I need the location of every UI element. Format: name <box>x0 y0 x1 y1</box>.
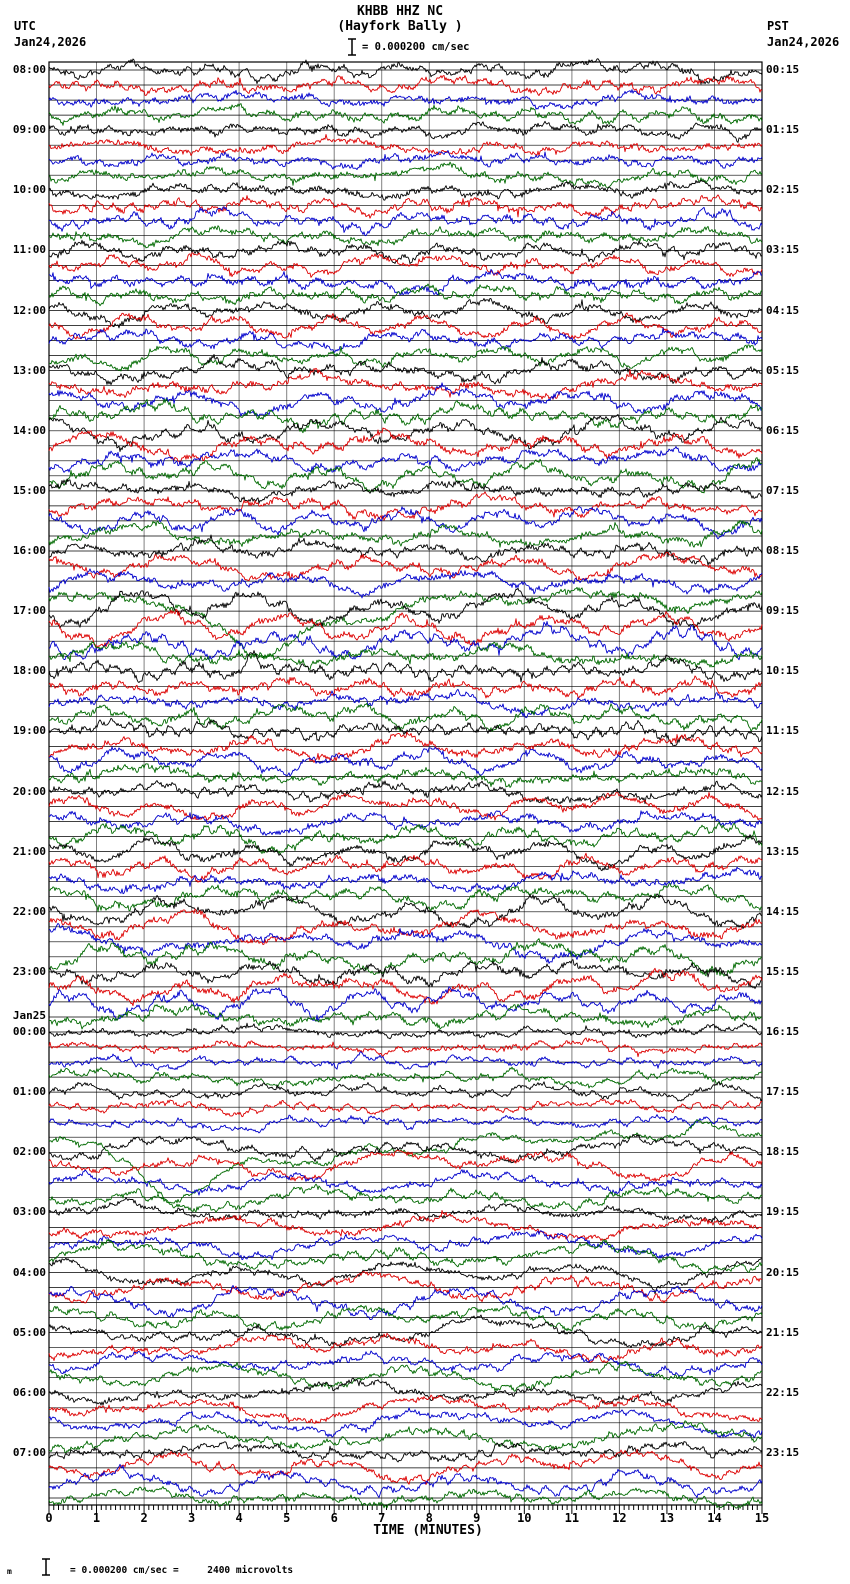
hour-label-pst: 05:15 <box>766 363 800 377</box>
hour-label-utc: 09:00 <box>12 123 46 137</box>
x-tick-label: 8 <box>425 1511 433 1525</box>
station-title: KHBB HHZ NC <box>356 4 444 19</box>
seismogram-trace <box>49 447 762 473</box>
hour-label-pst: 07:15 <box>766 483 800 497</box>
hour-label-utc: 10:00 <box>12 183 46 197</box>
hour-label-pst: 15:15 <box>766 964 800 978</box>
hour-label-utc: 12:00 <box>12 303 46 317</box>
seismogram-trace <box>49 1361 762 1391</box>
hour-label-pst: 12:15 <box>766 784 800 798</box>
scale-label: = 0.000200 cm/sec <box>362 41 470 53</box>
hour-label-pst: 23:15 <box>766 1445 800 1459</box>
x-tick-label: 15 <box>754 1511 770 1525</box>
hour-label-pst: 19:15 <box>766 1205 800 1219</box>
seismogram-trace <box>49 207 762 236</box>
hour-label-utc: 00:00 <box>12 1025 46 1038</box>
seismogram-trace <box>49 939 762 977</box>
x-tick-label: 12 <box>612 1511 627 1525</box>
timezone-left-label: UTC <box>14 19 36 33</box>
station-location: (Hayfork Bally ) <box>337 19 463 34</box>
seismogram-trace <box>49 1134 762 1162</box>
date-left-label: Jan24,2026 <box>14 35 87 49</box>
seismogram-trace <box>49 121 762 142</box>
seismogram-trace <box>49 104 762 126</box>
hour-label-pst: 00:15 <box>766 63 800 76</box>
hour-label-pst: 18:15 <box>766 1145 800 1159</box>
seismogram-trace <box>49 1150 762 1181</box>
seismogram-trace <box>49 642 762 670</box>
footnote-marker: m <box>7 1567 12 1576</box>
seismogram-trace <box>49 1378 762 1406</box>
seismogram-trace <box>49 1240 762 1274</box>
seismogram-trace <box>49 569 762 598</box>
seismogram-trace <box>49 226 762 248</box>
seismogram-trace <box>49 345 762 371</box>
seismogram-trace <box>49 1442 762 1462</box>
hour-label-utc: 18:00 <box>12 664 46 678</box>
hour-label-pst: 04:15 <box>766 303 800 317</box>
seismogram-trace <box>49 1351 762 1377</box>
x-tick-label: 6 <box>330 1511 338 1525</box>
seismogram-trace <box>49 458 762 493</box>
hour-label-utc: 03:00 <box>12 1205 46 1219</box>
x-tick-label: 7 <box>378 1511 386 1525</box>
x-axis-title: TIME (MINUTES) <box>373 1523 483 1538</box>
hour-label-utc: 21:00 <box>12 844 46 858</box>
seismogram-trace <box>49 1052 762 1071</box>
seismogram-trace <box>49 1231 762 1260</box>
x-tick-label: 9 <box>473 1511 481 1525</box>
seismogram-trace <box>49 867 762 894</box>
seismogram-trace <box>49 676 762 698</box>
x-tick-label: 3 <box>187 1511 196 1525</box>
hour-label-utc: 16:00 <box>12 544 46 557</box>
x-tick-label: 2 <box>140 1511 148 1525</box>
seismogram-trace <box>49 1464 762 1497</box>
seismogram-trace <box>49 610 762 648</box>
hour-label-pst: 02:15 <box>766 183 800 197</box>
hour-label-pst: 20:15 <box>766 1265 800 1279</box>
hour-label-utc: 13:00 <box>12 363 46 377</box>
x-tick-label: 10 <box>517 1511 532 1525</box>
seismogram-trace <box>49 811 762 836</box>
x-tick-label: 1 <box>92 1511 101 1525</box>
hour-label-utc: 14:00 <box>12 423 46 437</box>
seismogram-trace <box>49 76 762 96</box>
x-tick-label: 5 <box>283 1511 291 1525</box>
x-tick-label: 14 <box>707 1511 722 1525</box>
hour-label-pst: 22:15 <box>766 1385 800 1399</box>
hour-label-utc: 01:00 <box>12 1085 46 1099</box>
timezone-right-label: PST <box>767 19 789 33</box>
seismogram-trace <box>49 960 762 989</box>
seismogram-trace <box>49 354 762 384</box>
hour-label-pst: 17:15 <box>766 1085 800 1099</box>
seismogram-trace <box>49 764 762 788</box>
seismogram-trace <box>49 520 762 547</box>
footnote-text: = 0.000200 cm/sec = 2400 microvolts <box>70 1565 294 1576</box>
seismogram-trace <box>49 923 762 963</box>
seismogram-trace <box>49 1115 762 1133</box>
seismogram-trace <box>49 1067 762 1088</box>
hour-label-pst: 16:15 <box>766 1025 800 1038</box>
date-right-label: Jan24,2026 <box>767 35 840 49</box>
hour-label-utc: 20:00 <box>12 784 46 798</box>
seismogram-trace <box>49 781 762 804</box>
seismogram-trace <box>49 1023 762 1039</box>
seismogram-trace <box>49 195 762 218</box>
hour-label-utc: 02:00 <box>12 1145 46 1159</box>
x-tick-label: 0 <box>45 1511 53 1525</box>
hour-label-utc: 05:00 <box>12 1325 46 1339</box>
hour-label-pst: 11:15 <box>766 724 800 738</box>
hour-label-pst: 21:15 <box>766 1325 800 1339</box>
x-tick-label: 13 <box>659 1511 675 1525</box>
seismogram-trace <box>49 507 762 539</box>
seismogram-trace <box>49 718 762 745</box>
hour-label-pst: 06:15 <box>766 423 800 437</box>
seismogram-trace <box>49 987 762 1022</box>
seismogram-trace <box>49 1258 762 1294</box>
hour-label-utc: 04:00 <box>12 1265 46 1279</box>
hour-label-pst: 14:15 <box>766 904 800 918</box>
hour-label-utc: 06:00 <box>12 1385 46 1399</box>
scale-bar-icon-small <box>41 1558 51 1579</box>
seismogram-trace <box>49 894 762 929</box>
x-tick-label: 11 <box>564 1511 580 1525</box>
hour-label-utc: 22:00 <box>12 904 46 918</box>
date-rollover-label: Jan25 <box>12 1009 46 1022</box>
hour-label-pst: 10:15 <box>766 664 800 678</box>
seismogram-trace <box>49 535 762 565</box>
seismogram-trace <box>49 284 762 306</box>
seismogram-trace <box>49 651 762 683</box>
hour-label-utc: 11:00 <box>12 243 46 257</box>
hour-label-pst: 03:15 <box>766 243 800 257</box>
seismogram-trace <box>49 1099 762 1117</box>
hour-label-utc: 17:00 <box>12 604 46 618</box>
x-tick-label: 4 <box>235 1511 243 1525</box>
seismogram-trace <box>49 1315 762 1348</box>
seismogram-trace <box>49 1305 762 1332</box>
seismogram-trace <box>49 703 762 731</box>
hour-label-utc: 08:00 <box>12 63 46 76</box>
seismogram-trace <box>49 1198 762 1223</box>
hour-label-utc: 07:00 <box>12 1445 46 1459</box>
hour-label-pst: 09:15 <box>766 604 800 618</box>
hour-label-pst: 13:15 <box>766 844 800 858</box>
seismogram-trace <box>49 622 762 660</box>
hour-label-pst: 01:15 <box>766 123 800 137</box>
seismogram-trace <box>49 1082 762 1102</box>
seismogram-trace <box>49 240 762 263</box>
hour-label-pst: 08:15 <box>766 544 800 557</box>
hour-label-utc: 23:00 <box>12 964 46 978</box>
seismogram-trace <box>49 1421 762 1453</box>
seismogram-trace <box>49 588 762 629</box>
hour-label-utc: 19:00 <box>12 724 46 738</box>
hour-label-utc: 15:00 <box>12 483 46 497</box>
